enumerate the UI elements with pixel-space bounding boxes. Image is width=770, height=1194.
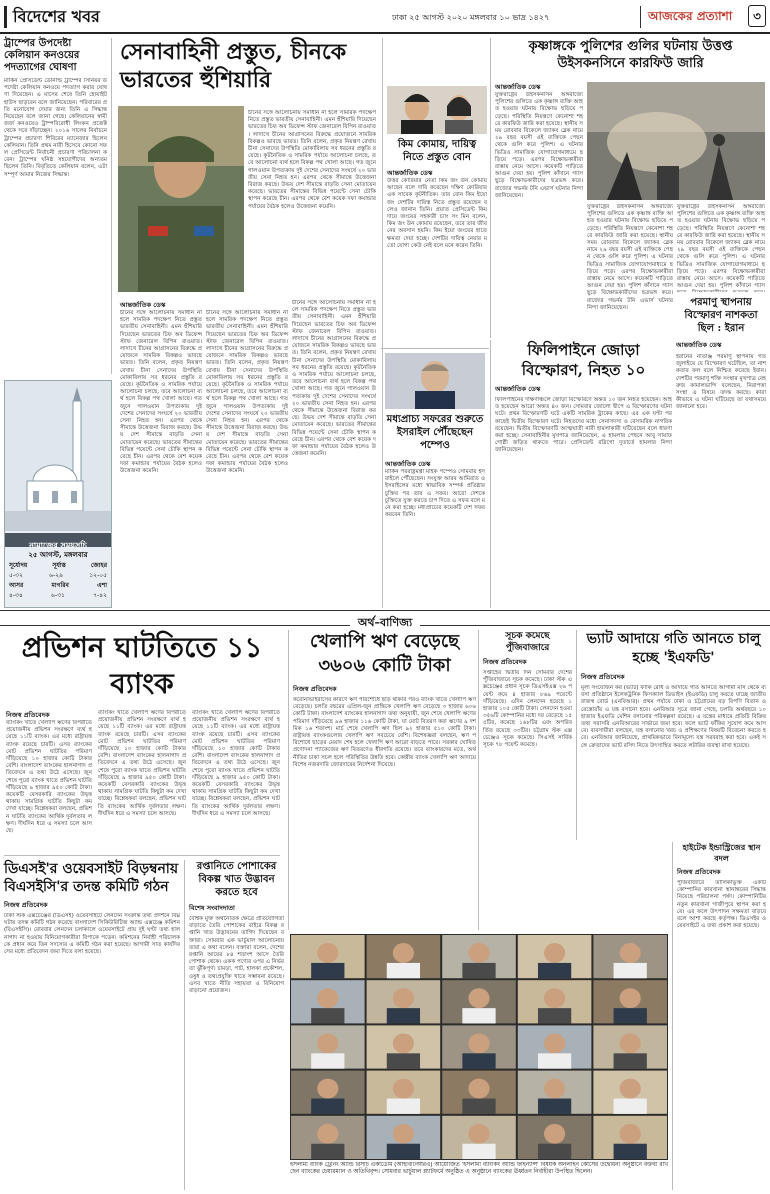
prayer-header: মাগরিব xyxy=(51,582,69,589)
hitech-tag: নিজস্ব প্রতিবেদক xyxy=(677,868,721,876)
prayer-header: আসর xyxy=(9,582,24,589)
kim-article xyxy=(382,38,486,608)
lead-body-col1: চীনের সঙ্গে আলোচনায় সমাধান না হলে সামরিক পদক্ষেপ নিতে প্রস্তুত ভারতীয় সেনাবাহিনী। এমন হুঁশিয়ারি দিয়েছেন ভারতের চিফ অব ডিফেন্স স্টাফ জেনারেল বিপিন রাওয়াত। লাদাখে চীনের আগ্রাসনের বিরুদ্ধে প্রয়োজনে সামরিক বিকল্পও ভাবছে ভারত। তিনি বলেন, প্রকৃত নিয়ন্ত্রণ রেখায় চীনা সেনাদের উপস্থিতি মোকাবিলায় সব ধরনের প্রস্তুতি রয়েছে। কূটনৈতিক ও সামরিক পর্যায়ে আলোচনা চলছে, তবে আলোচনা ব্যর্থ হলে বিকল্প পথ খোলা আছে। গত জুনে গালওয়ান উপত্যকায় দুই দেশের সেনাদের সংঘর্ষে ২০ ভারতীয় সেনা নিহত হন। এরপর থেকে সীমান্তে উত্তেজনা বিরাজ করছে। উভয় দেশ সীমান্তে বাড়তি সেনা মোতায়েন করেছে। ভারতের সীমান্তের বিভিন্ন পয়েন্টে সেনা চৌকি স্থাপন করেছে চীন। এরপর থেকে বেশ কয়েক দফা কমান্ডার পর্যায়ের বৈঠক হলেও উত্তেজনা কমেনি। xyxy=(120,310,202,475)
participant-tile xyxy=(593,980,667,1023)
masthead-divider xyxy=(640,6,641,28)
iran-body: ইরানের নাতাঞ্জ পরমাণু স্থাপনায় গত জুলাইয়ে যে বিস্ফোরণ ঘটেছিল, তা নাশকতার ফল বলে নিশ্চিত করেছে ইরান। দেশটির পরমাণু শক্তি সংস্থার মুখপাত্র বেহরুজ কামালভান্দি বলেছেন, নিরাপত্তা সংস্থা এ বিষয়ে তদন্ত করছে। কারা কীভাবে এ ঘটনা ঘটিয়েছে তা যথাসময়ে জানানো হবে। xyxy=(676,354,766,411)
mideast-box xyxy=(381,348,489,606)
prayer-date: ২৫ আগস্ট, মঙ্গলবার xyxy=(28,551,88,559)
shuchok-headline[interactable]: সূচক কমেছে পুঁজিবাজারে xyxy=(505,631,550,653)
provision-tag: নিজস্ব প্রতিবেদক xyxy=(6,711,50,719)
prayer-time: ১২-০৫ xyxy=(89,572,107,579)
participant-tile xyxy=(593,1116,667,1159)
paper-name: আজকের প্রত্যাশা xyxy=(648,9,733,23)
vat-headline[interactable]: ভ্যাট আদায়ে গতি আনতে চালু হচ্ছে 'ইএফডি' xyxy=(586,631,761,666)
iran-tag: আন্তর্জাতিক ডেস্ক xyxy=(676,341,722,349)
khelapi-headline[interactable]: খেলাপি ঋণ বেড়েছে ৩৬০৬ কোটি টাকা xyxy=(310,631,459,676)
prayer-table xyxy=(9,561,107,601)
participant-tile xyxy=(593,935,667,978)
philippines-tag: আন্তর্জাতিক ডেস্ক xyxy=(495,385,541,393)
wisconsin-photo xyxy=(587,82,765,200)
wisconsin-headline[interactable]: কৃষ্ণাঙ্গকে পুলিশের গুলির ঘটনায় উত্তপ্ত উইসকনসিনে কারফিউ জারি xyxy=(528,39,733,71)
kellyanne-headline[interactable]: ট্রাম্পের উপদেষ্টা কেলিয়ান কনওয়ের পদত্যাগের ঘোষণা xyxy=(4,38,80,73)
prayer-header: জোহর xyxy=(91,562,107,569)
participant-tile xyxy=(367,1071,441,1114)
prayer-time: ৪-৩৪ xyxy=(9,592,23,599)
participant-tile xyxy=(367,1025,441,1068)
kim-tag: আন্তর্জাতিক ডেস্ক xyxy=(387,169,433,177)
kellyanne-article xyxy=(4,38,112,374)
army-chief-photo-icon xyxy=(118,106,244,292)
section-label-box xyxy=(4,6,122,28)
participant-tile xyxy=(291,1116,365,1159)
lead-body-col2: চীনের সঙ্গে আলোচনায় সমাধান না হলে সামরিক পদক্ষেপ নিতে প্রস্তুত ভারতীয় সেনাবাহিনী। এমন হুঁশিয়ারি দিয়েছেন ভারতের চিফ অব ডিফেন্স স্টাফ জেনারেল বিপিন রাওয়াত। লাদাখে চীনের আগ্রাসনের বিরুদ্ধে প্রয়োজনে সামরিক বিকল্পও ভাবছে ভারত। তিনি বলেন, প্রকৃত নিয়ন্ত্রণ রেখায় চীনা সেনাদের উপস্থিতি মোকাবিলায় সব ধরনের প্রস্তুতি রয়েছে। কূটনৈতিক ও সামরিক পর্যায়ে আলোচনা চলছে, তবে আলোচনা ব্যর্থ হলে বিকল্প পথ খোলা আছে। গত জুনে গালওয়ান উপত্যকায় দুই দেশের সেনাদের সংঘর্ষে ২০ ভারতীয় সেনা নিহত হন। এরপর থেকে সীমান্তে উত্তেজনা বিরাজ করছে। উভয় দেশ সীমান্তে বাড়তি সেনা মোতায়েন করেছে। ভারতের সীমান্তের বিভিন্ন পয়েন্টে সেনা চৌকি স্থাপন করেছে চীন। এরপর থেকে বেশ কয়েক দফা কমান্ডার পর্যায়ের বৈঠক হলেও উত্তেজনা কমেনি। xyxy=(206,310,288,475)
wisconsin-body-col3: যুক্তরাষ্ট্রের উইসকনসিন অঙ্গরাজ্যে পুলিশের গুলিতে এক কৃষ্ণাঙ্গ ব্যক্তি আহত হওয়ার ঘটনায় বিক্ষোভ ছড়িয়ে পড়েছে। পরিস্থিতি নিয়ন্ত্রণে কেনোশা শহরে কারফিউ জারি করা হয়েছে। স্থানীয় সময় রোববার বিকেলে জ্যাকব ব্লেক নামে ২৯ বছর বয়সী ওই ব্যক্তিকে পেছন থেকে গুলি করে পুলিশ। এ ঘটনার ভিডিও সামাজিক যোগাযোগমাধ্যমে ছড়িয়ে পড়ে। এরপর বিক্ষোভকারীরা রাস্তায় নেমে আসে। কয়েকটি গাড়িতে আগুন দেয়া হয়। পুলিশ কাঁদানে গ্যাস xyxy=(677,204,765,290)
lead-tag: আন্তর্জাতিক ডেস্ক xyxy=(120,301,166,309)
prayer-header: এশা xyxy=(97,582,107,589)
dse-tag: নিজস্ব প্রতিবেদক xyxy=(4,901,48,909)
provision-body-col2: ব্যাংকিং খাতে খেলাপি ঋণের বিপরীতে প্রয়োজনীয় প্রভিশন সংরক্ষণে ব্যর্থ হয়েছে ১১টি ব্যাংক। এর মধ্যে রাষ্ট্রায়ত্ত ব্যাংক রয়েছে চারটি। এসব ব্যাংকের মোট প্রভিশন ঘাটতির পরিমাণ দাঁড়িয়েছে ১০ হাজার কোটি টাকার বেশি। বাংলাদেশ ব্যাংকের হালনাগাদ প্রতিবেদনে এ তথ্য উঠে এসেছে। জুন শেষে পুরো ব্যাংক খাতে প্রভিশন ঘাটতি দাঁড়িয়েছে ৯ হাজার ৯৫০ কোটি টাকা। কয়েকটি বেসরকারি ব্যাংকের উদ্বৃত্ত থাকায় সামগ্রিক ঘাটতি কিছুটা কম দেখা যাচ্ছে। বিশ্লেষকরা বলছেন, প্রভিশন ঘাটতি ব্যাংকের আর্থিক দুর্বলতার লক্ষণ। দীর্ঘদিন ধরে এ সমস্যা চলে আসছে। xyxy=(98,710,186,817)
wisconsin-tag: আন্তর্জাতিক ডেস্ক xyxy=(495,83,541,91)
lead-article xyxy=(116,38,378,608)
pompeo-photo xyxy=(385,353,485,409)
participant-tile xyxy=(518,980,592,1023)
vat-article xyxy=(576,630,766,840)
hitech-body: পুঁজিবাজারে তালিকাভুক্ত একটি কোম্পানির কারখানা স্থানান্তরের সিদ্ধান্ত নিয়েছে পরিচালনা পর্ষদ। কোম্পানিটির নতুন কারখানা গাজীপুরে স্থাপন করা হবে। এর ফলে উৎপাদন সক্ষমতা বাড়বে বলে আশা করছে কর্তৃপক্ষ। ডিএসইর ওয়েবসাইটে এ তথ্য প্রকাশ করা হয়েছে। xyxy=(677,880,766,930)
rmg-headline[interactable]: রপ্তানিতে পোশাকের বিকল্প খাত উদ্ভাবন করতে হবে xyxy=(196,861,277,898)
kim-photo xyxy=(387,86,487,134)
shuchok-article xyxy=(478,630,572,930)
participant-tile xyxy=(442,980,516,1023)
kim-headline[interactable]: কিম কোমায়, দায়িত্ব নিতে প্রস্তুত বোন xyxy=(397,139,477,163)
rmg-body: বৈশ্বিক মুক্ত অর্থনৈতিক ক্ষেত্রে প্রতিযোগিতা বাড়াতে তৈরি পোশাকের বাইরে বিকল্প রপ্তানি খাত উদ্ভাবনের তাগিদ দিয়েছেন বক্তারা। সোমবার এক ভার্চুয়াল আলোচনায় তারা এ কথা বলেন। বক্তারা বলেন, দেশের রপ্তানি আয়ের ৮৪ শতাংশ আসে তৈরি পোশাক থেকে। একক পণ্যের ওপর এ নির্ভরতা ঝুঁকিপূর্ণ। চামড়া, পাট, হালকা প্রকৌশল, ওষুধ ও তথ্যপ্রযুক্তি খাতে সম্ভাবনা রয়েছে। এসব খাতে নীতি সহায়তা ও বিনিয়োগ বাড়ানো প্রয়োজন। xyxy=(189,916,284,995)
rmg-tag: বিশেষ সংবাদদাতা xyxy=(189,904,235,912)
lead-body-right: চীনের সঙ্গে আলোচনায় সমাধান না হলে সামরিক পদক্ষেপ নিতে প্রস্তুত ভারতীয় সেনাবাহিনী। এমন হুঁশিয়ারি দিয়েছেন ভারতের চিফ অব ডিফেন্স স্টাফ জেনারেল বিপিন রাওয়াত। লাদাখে চীনের আগ্রাসনের বিরুদ্ধে প্রয়োজনে সামরিক বিকল্পও ভাবছে ভারত। তিনি বলেন, প্রকৃত নিয়ন্ত্রণ রেখায় চীনা সেনাদের উপস্থিতি মোকাবিলায় সব ধরনের প্রস্তুতি রয়েছে। কূটনৈতিক ও সামরিক পর্যায়ে আলোচনা চলছে, তবে আলোচনা ব্যর্থ হলে বিকল্প পথ খোলা আছে। গত জুনে গালওয়ান উপত্যকায় দুই দেশের সেনাদের সংঘর্ষে ২০ ভারতীয় সেনা নিহত হন। এরপর থেকে সীমান্তে উত্তেজনা বিরাজ করছে। উভয় দেশ সীমান্তে বাড়তি সেনা মোতায়েন করেছে। ভারতের সীমান্তের বিভিন্ন পয়েন্টে সেনা চৌকি স্থাপন করেছে চীন। এরপর থেকে বেশ কয়েক দফা কমান্ডার পর্যায়ের বৈঠক হলেও উত্তেজনা কমেনি। xyxy=(248,110,376,210)
business-banner xyxy=(0,610,770,629)
prayer-title: নামাজের সময়সূচি xyxy=(29,541,87,550)
hitech-article xyxy=(672,842,766,1190)
dse-body: ঢাকা স্টক এক্সচেঞ্জের (ডিএসই) ওয়েবসাইটে লেনদেন সংক্রান্ত তথ্য প্রদর্শনে বিঘ্ন ঘটায় তদন্ত কমিটি গঠন করেছে বাংলাদেশ সিকিউরিটিজ অ্যান্ড এক্সচেঞ্জ কমিশন (বিএসইসি)। রোববার লেনদেন চলাকালে ওয়েবসাইটে প্রায় দুই ঘণ্টা তথ্য হালনাগাদ না হওয়ায় বিনিয়োগকারীরা বিপাকে পড়েন। কমিশনের নির্বাহী পরিচালককে প্রধান করে তিন সদস্যের এ কমিটি গঠন করা হয়েছে। আগামী সাত কার্যদিবসের মধ্যে প্রতিবেদন জমা দিতে বলা হয়েছে। xyxy=(4,913,180,956)
participant-tile xyxy=(518,935,592,978)
dse-headline[interactable]: ডিএসই'র ওয়েবসাইট বিড়ম্বনায় বিএসইসি'র তদন্ত কমিটি গঠন xyxy=(4,861,179,895)
zoom-caption: ইসলামী ব্যাংক ট্রেনিং অ্যান্ড রিসার্চ একাডেমি (আইবিটিআরএ) আয়োজিত 'ইসলামী ব্যাংকিং অ্যান্ড ফাইন্যান্স' বিষয়ক অনলাইন কোর্সের উদ্বোধনী অনুষ্ঠানে বক্তব্য রাখছেন ব্যাংকের চেয়ারম্যান ও অতিথিবৃন্দ। সোমবার ভার্চুয়াল প্ল্যাটফর্মে অনুষ্ঠিত এ অনুষ্ঠানে ব্যাংকের ঊর্ধ্বতন নির্বাহীরা উপস্থিত ছিলেন। xyxy=(290,1162,668,1176)
masthead xyxy=(0,0,770,34)
participant-tile xyxy=(518,1116,592,1159)
business-banner-title: অর্থ–বাণিজ্য xyxy=(350,616,420,629)
kim-photo-icon xyxy=(387,86,487,134)
participant-tile xyxy=(518,1071,592,1114)
participant-tile xyxy=(291,1071,365,1114)
mosque-illustration xyxy=(5,381,111,531)
shuchok-body: সপ্তাহের দ্বিতীয় দিন সোমবার দেশের পুঁজিবাজারে সূচক কমেছে। ঢাকা স্টক এক্সচেঞ্জের প্রধান সূচক ডিএসইএক্স ২৬ পয়েন্ট কমে ৪ হাজার ৮৬৯ পয়েন্টে দাঁড়িয়েছে। এদিন লেনদেন হয়েছে ১ হাজার ১০৫ কোটি টাকা। লেনদেন হওয়া ৩৫৬টি কোম্পানির মধ্যে দর বেড়েছে ১৫৫টির, কমেছে ১৬৮টির এবং অপরিবর্তিত রয়েছে ৩৩টির। চট্টগ্রাম স্টক এক্সচেঞ্জেও সূচক কমেছে। সিএসই সার্বিক সূচক ৭৮ পয়েন্ট কমেছে। xyxy=(483,670,572,749)
philippines-headline[interactable]: ফিলিপাইনে জোড়া বিস্ফোরণ, নিহত ১০ xyxy=(521,341,646,379)
prayer-time: ৬-৩১ xyxy=(51,592,65,599)
participant-tile xyxy=(367,1116,441,1159)
mideast-tag: আন্তর্জাতিক ডেস্ক xyxy=(385,460,431,468)
iran-body-box xyxy=(676,340,766,608)
participant-tile xyxy=(367,980,441,1023)
participant-tile xyxy=(291,1025,365,1068)
participant-tile xyxy=(593,1025,667,1068)
philippines-body: ফিলিপাইনের দক্ষিণাঞ্চলে জোড়া বিস্ফোরণে অন্তত ১০ জন নিহত হয়েছেন। আহত হয়েছেন আরো অন্তত ৪০ জন। সোমবার জোলো দ্বীপে এ বিস্ফোরণের ঘটনা ঘটে। প্রথম বিস্ফোরণটি ঘটে একটি সামরিক ট্রাকের কাছে। এর এক ঘণ্টা পর কাছেই দ্বিতীয় বিস্ফোরণ ঘটে। নিহতদের মধ্যে সেনাসদস্য ও বেসামরিক নাগরিক রয়েছেন। দ্বিতীয় বিস্ফোরণটি আত্মঘাতী নারী হামলাকারী ঘটিয়েছেন বলে ধারণা করা হচ্ছে। সেনাবাহিনীর মুখপাত্র জানিয়েছেন, এ হামলার পেছনে আবু সায়াফ গোষ্ঠী জড়িত থাকতে পারে। প্রেসিডেন্ট রদ্রিগো দুতার্তে হামলার নিন্দা জানিয়েছেন। xyxy=(495,397,672,454)
khelapi-tag: নিজস্ব প্রতিবেদক xyxy=(293,685,337,693)
wisconsin-body-col2: যুক্তরাষ্ট্রের উইসকনসিন অঙ্গরাজ্যে পুলিশের গুলিতে এক কৃষ্ণাঙ্গ ব্যক্তি আহত হওয়ার ঘটনায় বিক্ষোভ ছড়িয়ে পড়েছে। পরিস্থিতি নিয়ন্ত্রণে কেনোশা শহরে কারফিউ জারি করা হয়েছে। স্থানীয় সময় রোববার বিকেলে জ্যাকব ব্লেক নামে ২৯ বছর বয়সী ওই ব্যক্তিকে পেছন থেকে গুলি করে পুলিশ। এ ঘটনার ভিডিও সামাজিক যোগাযোগমাধ্যমে ছড়িয়ে পড়ে। এরপর বিক্ষোভকারীরা রাস্তায় নেমে আসে। কয়েকটি গাড়িতে আগুন দেয়া হয়। পুলিশ কাঁদানে গ্যাস ছুড়ে বিক্ষোভকারীদের ছত্রভঙ্গ করে। রাজ্যের গভর্নর টনি এভার্স ঘটনার নিন্দা জানিয়েছেন। xyxy=(587,204,673,311)
prayer-time: ৫-৩২ xyxy=(9,572,23,579)
mosque-icon xyxy=(5,381,111,531)
participant-tile xyxy=(518,1025,592,1068)
participant-tile xyxy=(442,935,516,978)
wisconsin-article xyxy=(490,38,766,338)
kim-body: উত্তর কোরিয়ার নেতা কিম জং উন কোমায় আছেন বলে দাবি করেছেন দক্ষিণ কোরিয়ার এক সাবেক কূটনীতিক। তার বোন কিম ইয়ো জং দেশটির দায়িত্ব নিতে প্রস্তুত রয়েছেন বলেও জানান তিনি। প্রয়াত প্রেসিডেন্ট কিম দায়ে জংয়ের সহকারী চ্যাং সং মিন বলেন, কিম জং উন কোমায় রয়েছেন, তবে তার জীবনের অবসান হয়নি। কিম ইয়ো জংয়ের হাতে ক্ষমতা দেয়া হচ্ছে। দেশটির দায়িত্ব নেয়ার মতো যোগ্য কেউ নেই বলে মনে করেন তিনি। xyxy=(387,178,487,249)
prayer-title-bar xyxy=(5,533,111,550)
dse-article xyxy=(4,860,180,1190)
iran-headline[interactable]: পরমাণু স্থাপনায় বিস্ফোরণ নাশকতা ছিল : ইরান xyxy=(684,297,758,334)
participant-tile xyxy=(593,1071,667,1114)
shuchok-tag: নিজস্ব প্রতিবেদক xyxy=(483,658,527,666)
prayer-time: ৬-২৯ xyxy=(49,572,63,579)
participant-tile xyxy=(442,1071,516,1114)
general-photo xyxy=(118,106,244,292)
mideast-body: মার্কিন পররাষ্ট্রমন্ত্রী মাইক পম্পেও সোমবার ইসরাইলে পৌঁছেছেন। সংযুক্ত আরব আমিরাত ও ইসরাইলের মধ্যে স্বাভাবিক সম্পর্ক প্রতিষ্ঠার চুক্তির পর তার এ সফর। আরো দেশকে চুক্তিতে যুক্ত করতে চাপ দিতে এ সফর বলে মনে করা হচ্ছে। মধ্যপ্রাচ্যের কয়েকটি দেশ সফর করবেন তিনি। xyxy=(385,469,485,519)
prayer-box xyxy=(4,380,112,608)
prayer-time: ৭-৪২ xyxy=(93,592,107,599)
participant-tile xyxy=(291,935,365,978)
khelapi-body: করোনাভাইরাসের কারণে ঋণ পরিশোধে ছাড় থাকার পরও ব্যাংক খাতে খেলাপি ঋণ বেড়েছে। চলতি বছরের এপ্রিল-জুন প্রান্তিকে খেলাপি ঋণ বেড়েছে ৩ হাজার ৬০৬ কোটি টাকা। বাংলাদেশ ব্যাংকের হালনাগাদ তথ্য অনুযায়ী, জুন শেষে খেলাপি ঋণের পরিমাণ দাঁড়িয়েছে ৯৬ হাজার ১১৬ কোটি টাকা, যা মোট বিতরণ করা ঋণের ৯ দশমিক ১৬ শতাংশ। মার্চ শেষে খেলাপি ঋণ ছিল ৯২ হাজার ৫১০ কোটি টাকা। রাষ্ট্রায়ত্ত ব্যাংকগুলোর খেলাপি ঋণ সবচেয়ে বেশি। বিশেষজ্ঞরা বলছেন, ঋণ পরিশোধে ছাড়ের মেয়াদ শেষ হলে খেলাপি ঋণ আরো বাড়তে পারে। সরকার ঘোষিত প্রণোদনা প্যাকেজের ঋণ বিতরণেও ধীরগতি রয়েছে। তবে ব্যাংকারদের মতে, অর্থনীতির চাকা সচল হলে পরিস্থিতির উন্নতি হবে। কেন্দ্রীয় ব্যাংক খেলাপি ঋণ আদায়ে বিশেষ নজরদারি জোরদারের নির্দেশনা দিয়েছে। xyxy=(293,697,476,768)
zoom-meeting-photo xyxy=(290,934,668,1160)
page-number: ৩ xyxy=(748,5,766,27)
vat-body: মূল্য সংযোজন কর (ভ্যাট) ফাঁকি রোধ ও আদায়ে গতি আনতে আগামী মাস থেকে ব্যবসা প্রতিষ্ঠানে ইলেকট্রনিক ফিসক্যাল ডিভাইস (ইএফডি) চালু করতে যাচ্ছে জাতীয় রাজস্ব বোর্ড (এনবিআর)। প্রথম পর্যায়ে ঢাকা ও চট্টগ্রামের বড় বিপণি বিতান ও রেস্তোরাঁয় এ যন্ত্র বসানো হবে। এনবিআর সূত্রে জানা গেছে, চলতি অর্থবছরে ১০ হাজার ইএফডি মেশিন বসানোর পরিকল্পনা রয়েছে। এ যন্ত্রের মাধ্যমে প্রতিটি বিক্রির তথ্য সরাসরি এনবিআরের সার্ভারে জমা হবে। ফলে ভ্যাট ফাঁকির সুযোগ কমে আসবে। ব্যবসায়ীরা বলছেন, যন্ত্র বসানোর খরচ ও প্রশিক্ষণের বিষয়টি বিবেচনা করতে হবে। এনবিআর জানিয়েছে, প্রাথমিকভাবে বিনামূল্যে যন্ত্র সরবরাহ করা হবে। একই সঙ্গে ক্রেতাদের ভ্যাট রসিদ নিতে উৎসাহিত করতে লটারির ব্যবস্থা রাখা হয়েছে। xyxy=(581,685,766,749)
khelapi-article xyxy=(288,630,476,930)
participant-tile xyxy=(367,935,441,978)
provision-body-col3: ব্যাংকিং খাতে খেলাপি ঋণের বিপরীতে প্রয়োজনীয় প্রভিশন সংরক্ষণে ব্যর্থ হয়েছে ১১টি ব্যাংক। এর মধ্যে রাষ্ট্রায়ত্ত ব্যাংক রয়েছে চারটি। এসব ব্যাংকের মোট প্রভিশন ঘাটতির পরিমাণ দাঁড়িয়েছে ১০ হাজার কোটি টাকার বেশি। বাংলাদেশ ব্যাংকের হালনাগাদ প্রতিবেদনে এ তথ্য উঠে এসেছে। জুন শেষে পুরো ব্যাংক খাতে প্রভিশন ঘাটতি দাঁড়িয়েছে ৯ হাজার ৯৫০ কোটি টাকা। কয়েকটি বেসরকারি ব্যাংকের উদ্বৃত্ত থাকায় সামগ্রিক ঘাটতি কিছুটা কম দেখা যাচ্ছে। বিশ্লেষকরা বলছেন, প্রভিশন ঘাটতি ব্যাংকের আর্থিক দুর্বলতার লক্ষণ। দীর্ঘদিন ধরে এ সমস্যা চলে আসছে। xyxy=(192,710,280,817)
provision-article xyxy=(4,630,280,856)
pompeo-photo-icon xyxy=(385,353,485,409)
kellyanne-body: মার্কিন প্রেসিডেন্ট ডোনাল্ড ট্রাম্পের সিনিয়র উপদেষ্টা কেলিয়ান কনওয়ে পদত্যাগ করার ঘোষণা দিয়েছেন। এ মাসের শেষে তিনি হোয়াইট হাউস ছাড়বেন বলে জানিয়েছেন। পরিবারের প্রতি মনোযোগ দেয়ার জন্য তিনি এ সিদ্ধান্ত নিয়েছেন বলে জানা গেছে। কেলিয়ানের স্বামী জর্জ কনওয়েও ট্রাম্পবিরোধী লিংকন প্রজেক্ট থেকে সরে দাঁড়াচ্ছেন। ২০১৬ সালের নির্বাচনে ট্রাম্পের প্রচারণা শিবিরের ম্যানেজার ছিলেন কেলিয়ান। তিনি প্রথম নারী হিসেবে কোনো সফল প্রেসিডেন্ট নির্বাচনী প্রচারণা পরিচালনা করেন। ট্রাম্পের ঘনিষ্ঠ সহযোগীদের অন্যতম ছিলেন তিনি। বিবৃতিতে কেলিয়ান বলেন, এটা সম্পূর্ণ আমার নিজের সিদ্ধান্ত। xyxy=(4,78,107,178)
lead-body-col3: চীনের সঙ্গে আলোচনায় সমাধান না হলে সামরিক পদক্ষেপ নিতে প্রস্তুত ভারতীয় সেনাবাহিনী। এমন হুঁশিয়ারি দিয়েছেন ভারতের চিফ অব ডিফেন্স স্টাফ জেনারেল বিপিন রাওয়াত। লাদাখে চীনের আগ্রাসনের বিরুদ্ধে প্রয়োজনে সামরিক বিকল্পও ভাবছে ভারত। তিনি বলেন, প্রকৃত নিয়ন্ত্রণ রেখায় চীনা সেনাদের উপস্থিতি মোকাবিলায় সব ধরনের প্রস্তুতি রয়েছে। কূটনৈতিক ও সামরিক পর্যায়ে আলোচনা চলছে, তবে আলোচনা ব্যর্থ হলে বিকল্প পথ খোলা আছে। গত জুনে গালওয়ান উপত্যকায় দুই দেশের সেনাদের সংঘর্ষে ২০ ভারতীয় সেনা নিহত হন। এরপর থেকে সীমান্তে উত্তেজনা বিরাজ করছে। উভয় দেশ সীমান্তে বাড়তি সেনা মোতায়েন করেছে। ভারতের সীমান্তের বিভিন্ন পয়েন্টে সেনা চৌকি স্থাপন করেছে চীন। এরপর থেকে বেশ কয়েক দফা কমান্ডার পর্যায়ের বৈঠক হলেও উত্তেজনা কমেনি। xyxy=(292,300,376,458)
provision-headline[interactable]: প্রভিশন ঘাটতিতে ১১ ব্যাংক xyxy=(21,631,263,700)
vat-tag: নিজস্ব প্রতিবেদক xyxy=(581,673,625,681)
protest-photo-icon xyxy=(587,82,765,200)
mideast-headline[interactable]: মধ্যপ্রাচ্য সফরের শুরুতে ইসরাইল পৌঁছেছেন পম্পেও xyxy=(386,414,484,451)
participant-tile xyxy=(442,1025,516,1068)
participant-tile xyxy=(291,980,365,1023)
wisconsin-body-col1: যুক্তরাষ্ট্রের উইসকনসিন অঙ্গরাজ্যে পুলিশের গুলিতে এক কৃষ্ণাঙ্গ ব্যক্তি আহত হওয়ার ঘটনায় বিক্ষোভ ছড়িয়ে পড়েছে। পরিস্থিতি নিয়ন্ত্রণে কেনোশা শহরে কারফিউ জারি করা হয়েছে। স্থানীয় সময় রোববার বিকেলে জ্যাকব ব্লেক নামে ২৯ বছর বয়সী ওই ব্যক্তিকে পেছন থেকে গুলি করে পুলিশ। এ ঘটনার ভিডিও সামাজিক যোগাযোগমাধ্যমে ছড়িয়ে পড়ে। এরপর বিক্ষোভকারীরা রাস্তায় নেমে আসে। কয়েকটি গাড়িতে আগুন দেয়া হয়। পুলিশ কাঁদানে গ্যাস ছুড়ে বিক্ষোভকারীদের ছত্রভঙ্গ করে। রাজ্যের গভর্নর টনি এভার্স ঘটনার নিন্দা জানিয়েছেন। xyxy=(495,92,583,199)
provision-body-col1: ব্যাংকিং খাতে খেলাপি ঋণের বিপরীতে প্রয়োজনীয় প্রভিশন সংরক্ষণে ব্যর্থ হয়েছে ১১টি ব্যাংক। এর মধ্যে রাষ্ট্রায়ত্ত ব্যাংক রয়েছে চারটি। এসব ব্যাংকের মোট প্রভিশন ঘাটতির পরিমাণ দাঁড়িয়েছে ১০ হাজার কোটি টাকার বেশি। বাংলাদেশ ব্যাংকের হালনাগাদ প্রতিবেদনে এ তথ্য উঠে এসেছে। জুন শেষে পুরো ব্যাংক খাতে প্রভিশন ঘাটতি দাঁড়িয়েছে ৯ হাজার ৯৫০ কোটি টাকা। কয়েকটি বেসরকারি ব্যাংকের উদ্বৃত্ত থাকায় সামগ্রিক ঘাটতি কিছুটা কম দেখা যাচ্ছে। বিশ্লেষকরা বলছেন, প্রভিশন ঘাটতি ব্যাংকের আর্থিক দুর্বলতার লক্ষণ। দীর্ঘদিন ধরে এ সমস্যা চলে আসছে। xyxy=(6,720,92,835)
prayer-header: সূর্যাস্ত xyxy=(52,562,66,569)
video-conference-grid-icon xyxy=(290,934,668,1160)
rmg-article xyxy=(184,860,284,1190)
philippines-article xyxy=(490,340,672,608)
participant-tile xyxy=(442,1116,516,1159)
prayer-header: সূর্যোদয় xyxy=(9,562,28,569)
dateline: ঢাকা ২৫ আগস্ট ২০২০ মঙ্গলবার ১০ ভাদ্র ১৪২৭ xyxy=(392,13,550,22)
section-label: বিদেশের খবর xyxy=(13,7,100,26)
lead-headline[interactable]: সেনাবাহিনী প্রস্তুত, চীনকে ভারতের হুঁশিয়ারি xyxy=(120,39,347,93)
hitech-headline[interactable]: হাইটেক ইন্ডাস্ট্রিজের স্থান বদল xyxy=(682,842,761,863)
